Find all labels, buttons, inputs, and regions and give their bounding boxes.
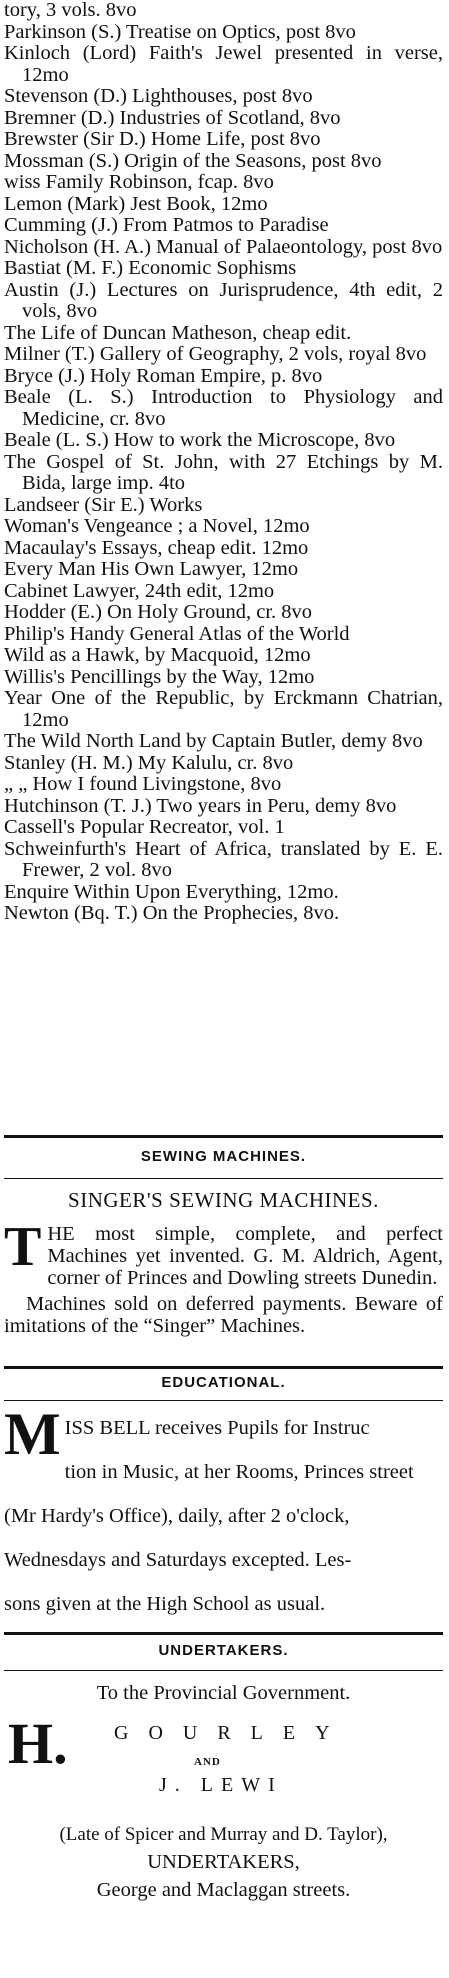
book-entry: Cumming (J.) From Patmos to Paradise — [4, 214, 329, 236]
section-divider — [4, 1135, 443, 1138]
advert-line: Wednesdays and Saturdays excepted. Les- — [4, 1549, 352, 1571]
advert-paragraph: HE most simple, complete, and perfect Machines yet invented. G. M. Aldrich, Agent, corner of Princes and Dowling streets Dunedin. — [47, 1223, 443, 1289]
book-entry: Beale (L. S.) Introduction to Physiology and Medicine, cr. 8vo — [4, 386, 443, 430]
sewing-advert — [4, 1188, 443, 1337]
book-list — [4, 0, 443, 925]
section-divider — [4, 1400, 443, 1401]
book-entry: wiss Family Robinson, fcap. 8vo — [4, 171, 274, 193]
advert-line: MISS BELL receives Pupils for Instruc — [4, 1401, 370, 1467]
book-entry: Schweinfurth's Heart of Africa, translated by E. E. Frewer, 2 vol. 8vo — [4, 837, 443, 881]
book-entry: Cassell's Popular Recreator, vol. 1 — [4, 816, 285, 838]
book-entry: Brewster (Sir D.) Home Life, post 8vo — [4, 128, 321, 150]
book-entry: The Gospel of St. John, with 27 Etchings by M. Bida, large imp. 4to — [4, 450, 443, 494]
firm-names — [4, 1712, 443, 1822]
book-entry: Nicholson (H. A.) Manual of Palaeontology, post 8vo — [4, 235, 443, 258]
book-entry: Hutchinson (T. J.) Two years in Peru, demy 8vo — [4, 794, 397, 817]
book-entry: Willis's Pencillings by the Way, 12mo — [4, 665, 315, 688]
undertakers-advert — [4, 1680, 443, 1904]
book-entry: Stanley (H. M.) My Kalulu, cr. 8vo — [4, 751, 294, 774]
and-label: AND — [194, 1756, 221, 1768]
book-entry: „ „ How I found Livingstone, 8vo — [4, 773, 282, 795]
book-entry: Kinloch (Lord) Faith's Jewel presented in verse, 12mo — [4, 42, 443, 86]
advert-body — [4, 1216, 443, 1289]
book-entry: Parkinson (S.) Treatise on Optics, post 8vo — [4, 20, 356, 43]
advert-line: tion in Music, at her Rooms, Princes street — [64, 1461, 414, 1483]
advert-title: SINGER'S SEWING MACHINES. — [68, 1188, 379, 1212]
advert-line: To the Provincial Government. — [96, 1682, 351, 1704]
firm-name: GOURLEY — [114, 1722, 350, 1744]
book-entry: Stevenson (D.) Lighthouses, post 8vo — [4, 85, 313, 107]
section-divider — [4, 1366, 443, 1369]
book-entry: tory, 3 vols. 8vo — [4, 0, 137, 21]
book-entry: Milner (T.) Gallery of Geography, 2 vols, royal 8vo — [4, 343, 427, 365]
book-entry: Mossman (S.) Origin of the Seasons, post 8vo — [4, 149, 382, 172]
book-entry: Lemon (Mark) Jest Book, 12mo — [4, 192, 268, 215]
advert-line: (Late of Spicer and Murray and D. Taylor), — [59, 1824, 388, 1845]
advert-line: George and Maclaggan streets. — [96, 1879, 351, 1901]
book-entry: Every Man His Own Lawyer, 12mo — [4, 558, 299, 580]
book-entry: Austin (J.) Lectures on Jurisprudence, 4th edit, 2 vols, 8vo — [4, 278, 443, 322]
educational-advert — [4, 1401, 443, 1626]
firm-name: J. LEWI — [159, 1774, 283, 1796]
section-heading: EDUCATIONAL. — [161, 1374, 286, 1391]
book-entry: Enquire Within Upon Everything, 12mo. — [4, 880, 339, 903]
book-entry: Landseer (Sir E.) Works — [4, 493, 203, 516]
book-entry: Bremner (D.) Industries of Scotland, 8vo — [4, 106, 341, 129]
book-entry: Beale (L. S.) How to work the Microscope, 8vo — [4, 429, 396, 451]
book-entry: Year One of the Republic, by Erckmann Chatrian, 12mo — [4, 687, 443, 731]
section-divider — [4, 1670, 443, 1671]
section-heading: SEWING MACHINES. — [140, 1148, 307, 1165]
section-divider — [4, 1632, 443, 1635]
educational-section — [4, 1374, 443, 1391]
book-entry: Hodder (E.) On Holy Ground, cr. 8vo — [4, 601, 313, 623]
drop-cap: H. — [8, 1711, 68, 1776]
book-entry: Newton (Bq. T.) On the Prophecies, 8vo. — [4, 902, 340, 924]
drop-cap: T — [4, 1216, 42, 1278]
book-entry: Wild as a Hawk, by Macquoid, 12mo — [4, 644, 311, 666]
section-heading: UNDERTAKERS. — [158, 1642, 289, 1659]
advert-line: sons given at the High School as usual. — [4, 1593, 326, 1615]
book-entry: Cabinet Lawyer, 24th edit, 12mo — [4, 579, 275, 602]
section-divider — [4, 1178, 443, 1179]
book-entry: Bryce (J.) Holy Roman Empire, p. 8vo — [4, 364, 323, 387]
drop-cap: M — [4, 1401, 61, 1467]
book-entry: The Wild North Land by Captain Butler, demy 8vo — [4, 730, 423, 752]
advert-line: UNDERTAKERS, — [147, 1851, 300, 1873]
book-entry: Philip's Handy General Atlas of the World — [4, 622, 350, 645]
sewing-machines-section — [4, 1148, 443, 1165]
book-entry: Bastiat (M. F.) Economic Sophisms — [4, 257, 297, 279]
advert-paragraph: Machines sold on deferred payments. Beware of imitations of the “Singer” Machines. — [4, 1293, 443, 1337]
undertakers-section — [4, 1642, 443, 1659]
book-entry: The Life of Duncan Matheson, cheap edit. — [4, 321, 352, 344]
book-entry: Macaulay's Essays, cheap edit. 12mo — [4, 536, 309, 559]
advert-line: (Mr Hardy's Office), daily, after 2 o'clock, — [4, 1505, 350, 1527]
book-entry: Woman's Vengeance ; a Novel, 12mo — [4, 515, 310, 537]
